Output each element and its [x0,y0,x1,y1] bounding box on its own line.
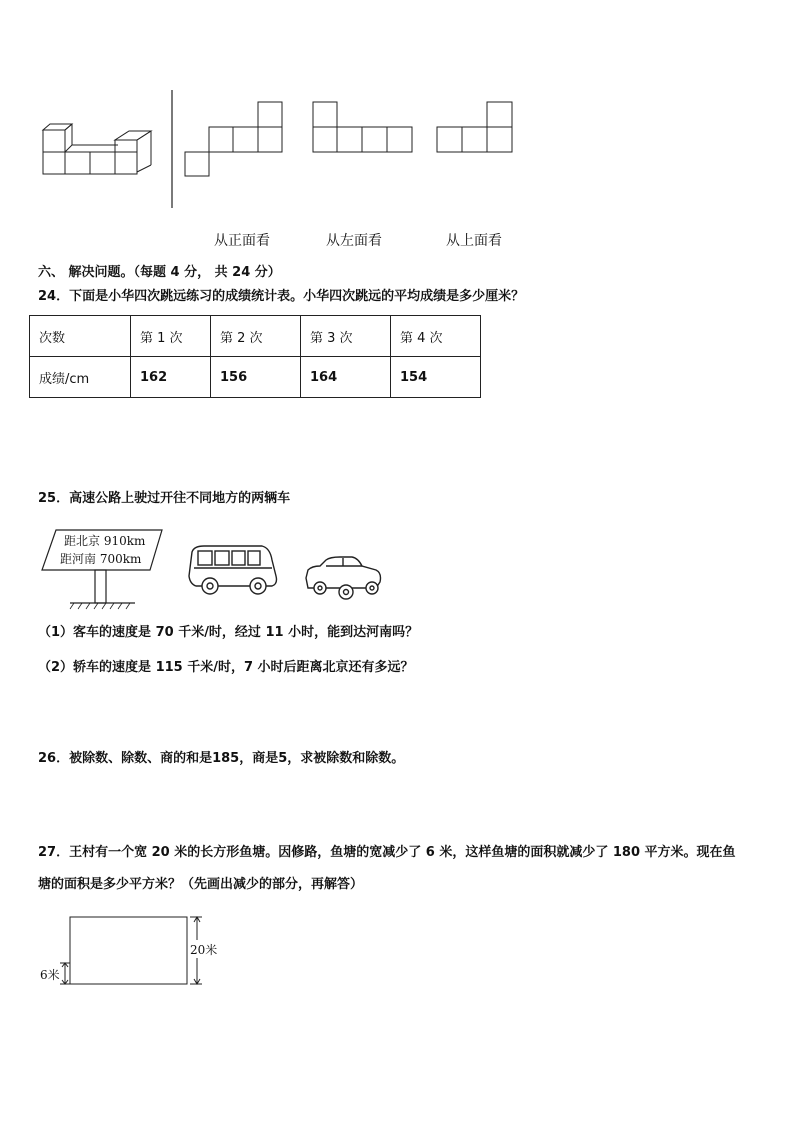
pond-width-label: 20米 [190,943,218,957]
sign-line-2: 距河南 700km [60,552,142,566]
front-view-label: 从正面看 [214,233,270,249]
question-25-sub2: （2）轿车的速度是 115 千米/时，7 小时后距离北京还有多远？ [38,660,414,675]
table-cell: 162 [131,357,211,398]
sign-line-1: 距北京 910km [64,534,146,548]
question-26-text: 26．被除数、除数、商的和是185，商是5，求被除数和除数。 [38,751,405,766]
table-cell: 164 [301,357,391,398]
question-25-text: 25．高速公路上驶过开往不同地方的两辆车 [38,491,291,506]
table-cell: 156 [211,357,301,398]
top-view-label: 从上面看 [446,233,502,249]
left-view-label: 从左面看 [326,233,382,249]
question-27-line2: 塘的面积是多少平方米？（先画出减少的部分，再解答） [38,877,364,892]
question-24-text: 24．下面是小华四次跳远练习的成绩统计表。小华四次跳远的平均成绩是多少厘米？ [38,289,525,304]
table-header-cell: 第 2 次 [211,316,301,357]
question-27-line1: 27．王村有一个宽 20 米的长方形鱼塘。因修路，鱼塘的宽减少了 6 米，这样鱼塘的面积就减少了 180 平方米。现在鱼 [38,845,736,860]
question-25-sub1: （1）客车的速度是 70 千米/时，经过 11 小时，能到达河南吗？ [38,625,419,640]
table-header-cell: 次数 [30,316,131,357]
table-row-label: 成绩/cm [30,357,131,398]
table-cell: 154 [391,357,481,398]
table-header-cell: 第 1 次 [131,316,211,357]
section-title: 六、 解决问题。（每题 4 分， 共 24 分） [38,265,281,280]
table-header-cell: 第 4 次 [391,316,481,357]
pond-reduce-label: 6米 [40,968,60,982]
table-header-cell: 第 3 次 [301,316,391,357]
